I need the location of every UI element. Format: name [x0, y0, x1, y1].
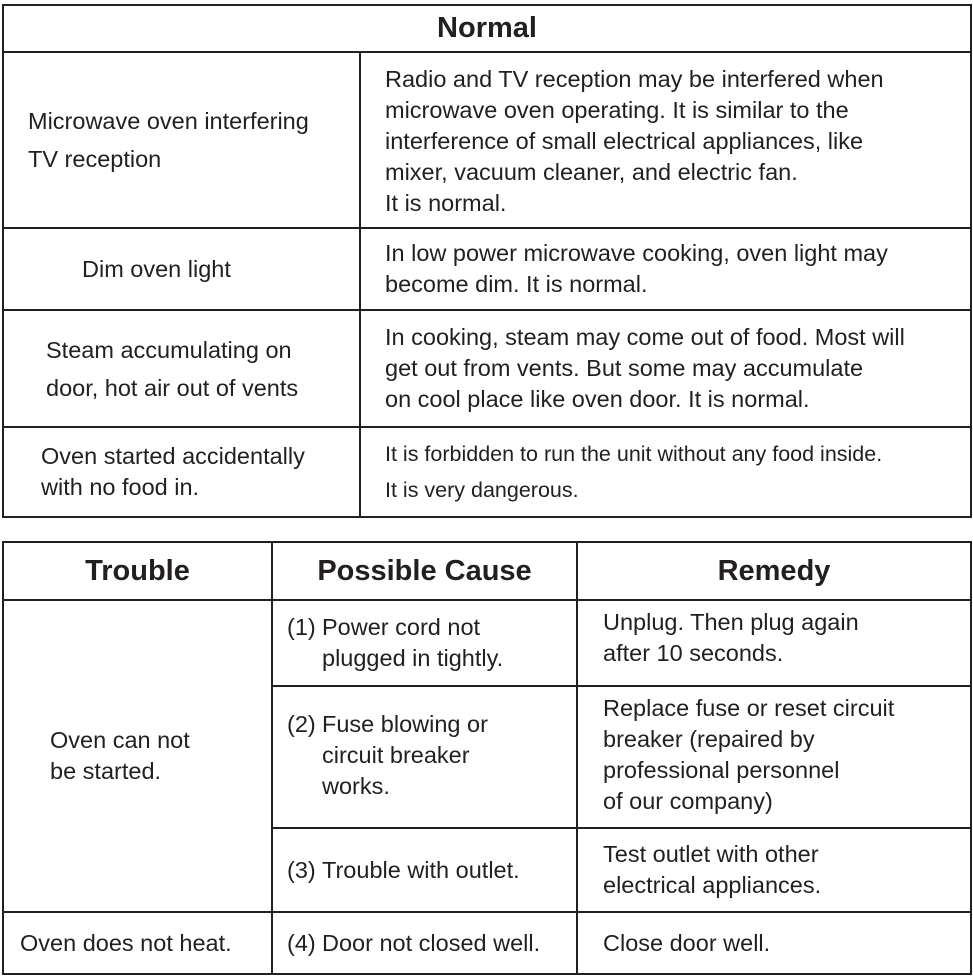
explanation-cell: It is forbidden to run the unit without any food inside. It is very dangerous. [360, 427, 971, 517]
table-row [3, 600, 971, 686]
issue-cell: Microwave oven interfering TV reception [3, 52, 360, 228]
remedy-cell: Replace fuse or reset circuit breaker (repaired by professional personnel of our company) [577, 686, 971, 828]
table-row [3, 52, 971, 228]
cause-cell [272, 600, 577, 686]
remedy-header: Remedy [577, 542, 971, 600]
cause-text: Trouble with outlet. [322, 856, 520, 883]
normal-table [2, 4, 972, 518]
remedy-cell: Close door well. [577, 912, 971, 974]
cause-cell [272, 686, 577, 828]
cause-cell [272, 912, 577, 974]
explanation-cell: Radio and TV reception may be interfered when microwave oven operating. It is similar to the interference of small electrical appliances, like mixer, vacuum cleaner, and electric fan. It is normal. [360, 52, 971, 228]
issue-cell: Oven started accidentally with no food in. [3, 427, 360, 517]
issue-cell: Steam accumulating on door, hot air out of vents [3, 310, 360, 427]
table-row [3, 427, 971, 517]
cause-number: (4) [287, 929, 316, 956]
table-row [3, 228, 971, 310]
cause-text: Fuse blowing or circuit breaker works. [322, 711, 488, 799]
remedy-cell: Unplug. Then plug again after 10 seconds. [577, 600, 971, 686]
normal-title: Normal [3, 5, 971, 52]
cause-number: (2) [287, 711, 316, 737]
table-row [3, 912, 971, 974]
trouble-cell: Oven does not heat. [3, 912, 272, 974]
remedy-cell: Test outlet with other electrical appliances. [577, 828, 971, 912]
trouble-header: Trouble [3, 542, 272, 600]
cause-header: Possible Cause [272, 542, 577, 600]
explanation-cell: In low power microwave cooking, oven light may become dim. It is normal. [360, 228, 971, 310]
explanation-cell: In cooking, steam may come out of food. Most will get out from vents. But some may accumulate on cool place like oven door. It is normal. [360, 310, 971, 427]
cause-number: (1) [287, 614, 316, 640]
cause-cell [272, 828, 577, 912]
trouble-cell: Oven can not be started. [3, 600, 272, 912]
cause-number: (3) [287, 856, 316, 883]
issue-cell: Dim oven light [3, 228, 360, 310]
cause-text: Door not closed well. [322, 929, 541, 956]
table-row [3, 310, 971, 427]
cause-text: Power cord not plugged in tightly. [322, 614, 504, 671]
troubleshooting-table [2, 541, 972, 975]
